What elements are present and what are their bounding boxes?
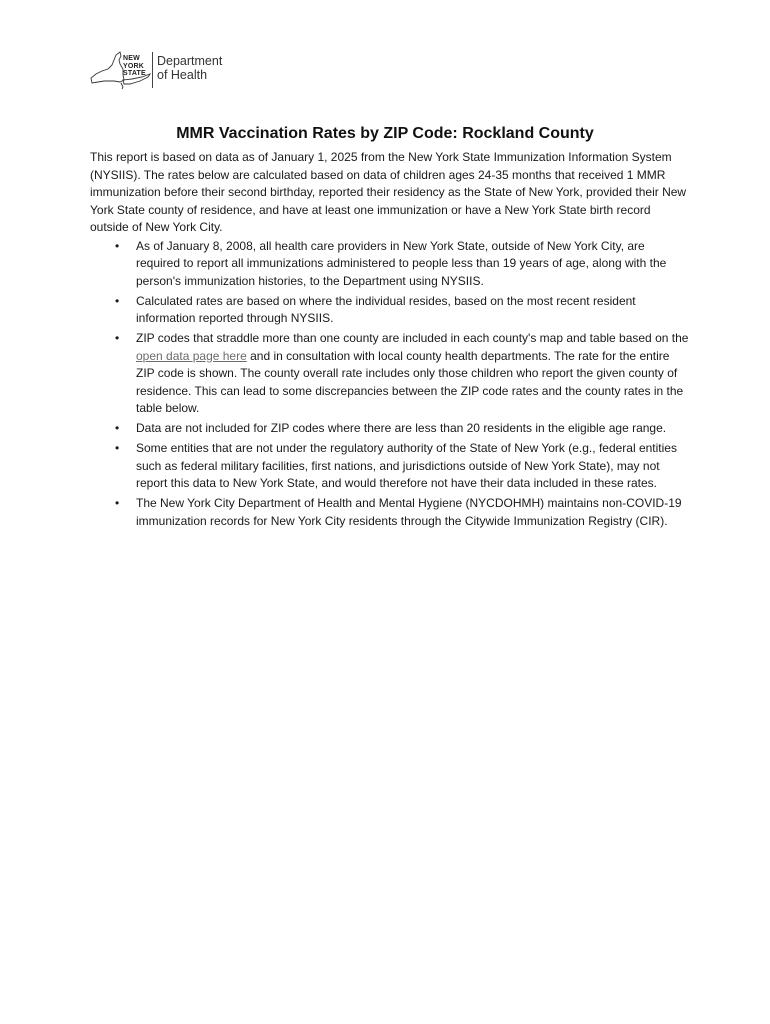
page-title: MMR Vaccination Rates by ZIP Code: Rockland County [176,125,594,142]
bullet-text-end: and in consultation with local county health departments. The rate for the entire ZIP code is shown. The county overall rate includes only those children who report the given county of residence. This can lead to some discrepancies between the ZIP code rates and the county rates in the table below. [136,348,684,415]
logo-divider [152,52,153,88]
intro-paragraph: This report is based on data as of January 1, 2025 from the New York State Immunization Information System (NYSIIS). The rates below are calculated based on data of children ages 24-35 months that received 1 MMR immunization before their second birthday, reported their residency as the State of New York, provided their New York State county of residence, and have at least one immunization or have a New York State birth record outside of New York City. [90,150,687,234]
dept-line-2: of Health [157,67,208,82]
list-item [90,495,690,530]
bullet-text: Calculated rates are based on where the individual resides, based on the most recent resident information reported through NYSIIS. [136,293,636,325]
report-body [90,149,690,533]
open-data-page-link[interactable]: open data page here [136,348,247,363]
state-line-1: NEW [123,55,140,62]
list-item [90,420,690,438]
bullet-icon: • [115,293,120,308]
bullet-text: Some entities that are not under the regulatory authority of the State of New York (e.g., federal entities such as federal military facilities, first nations, and jurisdictions outside of New York State), may not report this data to New York State, and would therefore not have their data included in these rates. [136,441,677,490]
list-item [90,238,690,291]
list-item [90,293,690,328]
notes-list [90,238,690,531]
state-line-2: YORK [123,62,145,70]
bullet-text: Data are not included for ZIP codes where there are less than 20 residents in the eligible age range. [136,421,667,435]
list-item [90,330,690,418]
bullet-icon: • [115,421,120,435]
bullet-text: The New York City Department of Health and Mental Hygiene (NYCDOHMH) maintains non-COVID-19 immunization records for New York City residents through the Citywide Immunization Registry (CIR). [136,496,682,528]
bullet-icon: • [115,238,120,253]
bullet-icon: • [115,441,120,455]
department-wordmark [157,55,222,82]
bullet-icon: • [115,496,120,510]
new-york-state-wordmark [123,55,146,78]
bullet-icon: • [115,331,120,345]
bullet-text-start: ZIP codes that straddle more than one county are included in each county's map and table based on the [136,331,689,345]
bullet-text: As of January 8, 2008, all health care providers in New York State, outside of New York City, are required to report all immunizations administered to people less than 19 years of age, along with the person's immunization histories, to the Department using NYSIIS. [136,238,667,288]
dept-line-1: Department [157,54,223,68]
list-item [90,440,690,493]
state-line-3: STATE [123,70,146,77]
